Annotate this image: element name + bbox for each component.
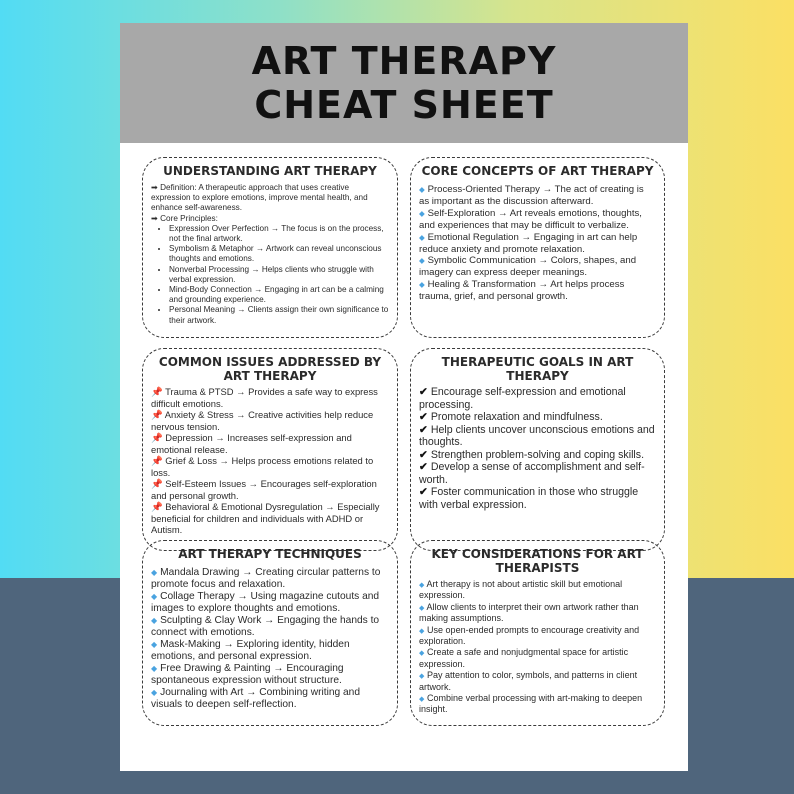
- list-item: • Nonverbal Processing → Helps clients who struggle with verbal expression.: [169, 265, 389, 285]
- list-item: ◆ Create a safe and nonjudgmental space for artistic expression.: [419, 647, 629, 669]
- diamond-bullet-icon: ◆: [419, 232, 425, 242]
- list-item: ◆ Healing & Transformation → Art helps process trauma, grief, and personal growth.: [419, 279, 625, 303]
- list-item: ◆ Collage Therapy → Using magazine cutouts and images to explore thoughts and emotions.: [151, 591, 380, 614]
- diamond-bullet-icon: ◆: [151, 616, 158, 625]
- card-common-issues: [142, 348, 398, 551]
- diamond-bullet-icon: ◆: [151, 568, 158, 577]
- list-item: ✔ Encourage self-expression and emotional processing.: [419, 386, 626, 411]
- pushpin-icon: 📌: [151, 478, 163, 489]
- principles-label: ➡ Core Principles:: [151, 213, 218, 223]
- pushpin-icon: 📌: [151, 501, 163, 512]
- diamond-bullet-icon: ◆: [419, 208, 425, 218]
- list-item: 📌 Behavioral & Emotional Dysregulation → Especially beneficial for children and individuals with ADHD or Autism.: [151, 501, 380, 535]
- diamond-bullet-icon: ◆: [419, 602, 425, 612]
- list-item: • Expression Over Perfection → The focus is on the process, not the final artwork.: [169, 224, 389, 244]
- definition-text: ➡ Definition: A therapeutic approach that uses creative expression to explore emotions, improve mental health, and enhance self-awareness.: [151, 183, 368, 213]
- list-item: ◆ Free Drawing & Painting → Encouraging spontaneous expression without structure.: [151, 663, 344, 686]
- list-item: ◆ Pay attention to color, symbols, and patterns in client artwork.: [419, 670, 638, 692]
- diamond-bullet-icon: ◆: [419, 580, 425, 589]
- card-therapeutic-goals: [410, 348, 665, 551]
- principles-list: [151, 224, 389, 326]
- card-title: UNDERSTANDING ART THERAPY: [163, 164, 377, 178]
- card-key-considerations: [410, 540, 665, 726]
- list-item: • Personal Meaning → Clients assign their own significance to their artwork.: [169, 305, 389, 325]
- card-core-concepts: [410, 157, 665, 338]
- list-item: ◆ Art therapy is not about artistic skill but emotional expression.: [419, 579, 623, 601]
- page-header: [120, 23, 688, 143]
- cheat-sheet-page: [120, 23, 688, 771]
- list-item: ✔ Develop a sense of accomplishment and self-worth.: [419, 461, 645, 486]
- list-item: ✔ Help clients uncover unconscious emotions and thoughts.: [419, 423, 655, 448]
- page-title-line-2: CHEAT SHEET: [254, 83, 554, 127]
- page-title-line-1: ART THERAPY: [251, 39, 557, 83]
- checkmark-icon: ✔: [419, 448, 428, 461]
- checkmark-icon: ✔: [419, 386, 428, 398]
- checkmark-icon: ✔: [419, 486, 428, 498]
- list-item: ◆ Symbolic Communication → Colors, shapes, and imagery can express deeper meanings.: [419, 255, 637, 279]
- pushpin-icon: 📌: [151, 455, 163, 466]
- list-item: 📌 Self-Esteem Issues → Encourages self-exploration and personal growth.: [151, 478, 377, 501]
- list-item: ◆ Emotional Regulation → Engaging in art can help reduce anxiety and promote relaxation.: [419, 231, 638, 255]
- diamond-bullet-icon: ◆: [151, 640, 158, 649]
- card-title: KEY CONSIDERATIONS FOR ART THERAPISTS: [431, 547, 644, 575]
- list-item: ◆ Allow clients to interpret their own artwork rather than making assumptions.: [419, 601, 639, 624]
- diamond-bullet-icon: ◆: [419, 671, 425, 681]
- card-understanding: [142, 157, 398, 338]
- card-title: THERAPEUTIC GOALS IN ART THERAPY: [441, 355, 634, 383]
- diamond-bullet-icon: ◆: [151, 664, 158, 673]
- list-item: ◆ Mask-Making → Exploring identity, hidden emotions, and personal expression.: [151, 639, 350, 662]
- checkmark-icon: ✔: [419, 461, 428, 473]
- list-item: • Mind-Body Connection → Engaging in art can be a calming and grounding experience.: [169, 285, 389, 305]
- list-item: ◆ Self-Exploration → Art reveals emotions, thoughts, and experiences that may be difficult to verbalize.: [419, 207, 642, 231]
- checkmark-icon: ✔: [419, 411, 428, 423]
- pushpin-icon: 📌: [151, 386, 163, 397]
- diamond-bullet-icon: ◆: [419, 648, 425, 658]
- card-title: CORE CONCEPTS OF ART THERAPY: [421, 164, 654, 178]
- diamond-bullet-icon: ◆: [419, 256, 425, 266]
- list-item: ✔ Foster communication in those who struggle with verbal expression.: [419, 486, 639, 511]
- list-item: 📌 Anxiety & Stress → Creative activities help reduce nervous tension.: [151, 409, 374, 432]
- list-item: ◆ Sculpting & Clay Work → Engaging the hands to connect with emotions.: [151, 615, 380, 638]
- checkmark-icon: ✔: [419, 423, 428, 436]
- list-item: 📌 Grief & Loss → Helps process emotions related to loss.: [151, 455, 374, 478]
- list-item: ✔ Promote relaxation and mindfulness.: [419, 411, 603, 423]
- list-item: • Symbolism & Metaphor → Artwork can reveal unconscious thoughts and emotions.: [169, 244, 389, 264]
- diamond-bullet-icon: ◆: [419, 185, 425, 194]
- diamond-bullet-icon: ◆: [419, 694, 425, 704]
- list-item: ◆ Mandala Drawing → Creating circular patterns to promote focus and relaxation.: [151, 567, 381, 590]
- list-item: 📌 Depression → Increases self-expression and emotional release.: [151, 432, 352, 455]
- diamond-bullet-icon: ◆: [151, 592, 158, 601]
- list-item: ◆ Use open-ended prompts to encourage creativity and exploration.: [419, 624, 640, 647]
- list-item: ◆ Process-Oriented Therapy → The act of creating is as important as the discussion afterward.: [419, 184, 644, 207]
- list-item: ◆ Journaling with Art → Combining writing and visuals to deepen self-reflection.: [151, 687, 361, 710]
- card-techniques: [142, 540, 398, 726]
- pushpin-icon: 📌: [151, 432, 163, 443]
- card-title: ART THERAPY TECHNIQUES: [178, 547, 362, 561]
- list-item: ✔ Strengthen problem-solving and coping skills.: [419, 448, 645, 461]
- pushpin-icon: 📌: [151, 409, 163, 420]
- card-title: COMMON ISSUES ADDRESSED BY ART THERAPY: [158, 355, 382, 383]
- diamond-bullet-icon: ◆: [419, 280, 425, 290]
- diamond-bullet-icon: ◆: [419, 625, 425, 635]
- list-item: ◆ Combine verbal processing with art-making to deepen insight.: [419, 693, 643, 715]
- diamond-bullet-icon: ◆: [151, 688, 158, 697]
- list-item: 📌 Trauma & PTSD → Provides a safe way to express difficult emotions.: [151, 386, 378, 409]
